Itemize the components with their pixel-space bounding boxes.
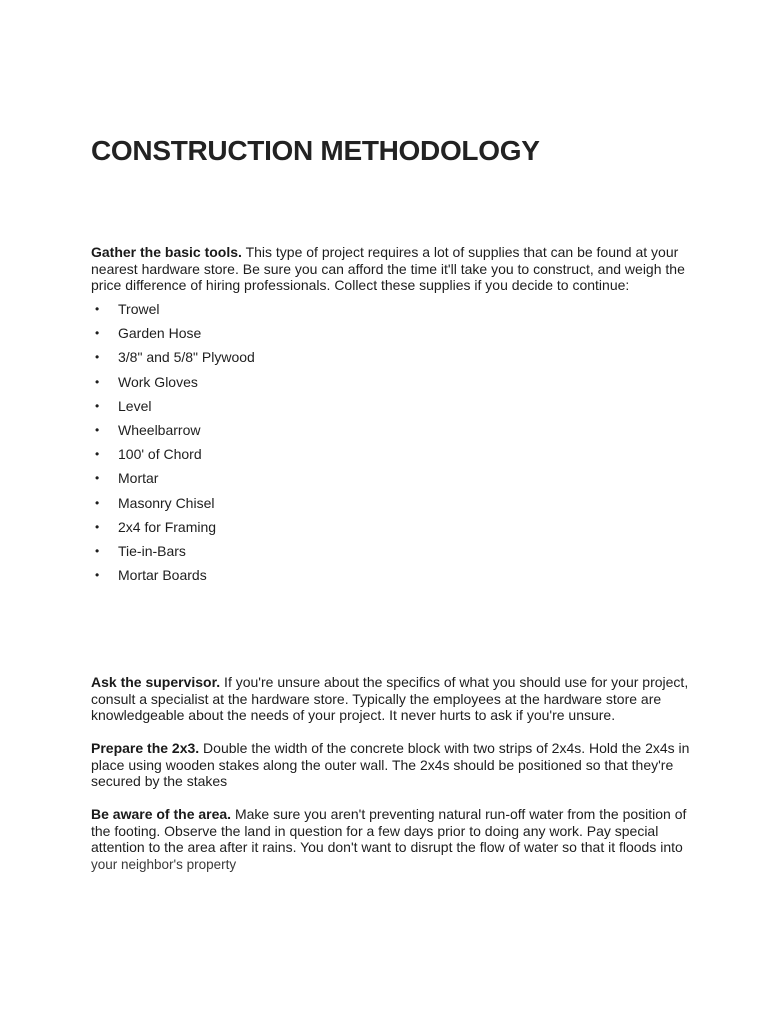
list-item bbox=[91, 323, 255, 347]
list-item bbox=[91, 299, 255, 323]
paragraph-be-aware bbox=[91, 806, 691, 873]
bullet-icon: • bbox=[95, 543, 100, 558]
list-item bbox=[91, 517, 255, 541]
list-item-label: Tie-in-Bars bbox=[118, 542, 186, 559]
list-item bbox=[91, 372, 255, 396]
list-item bbox=[91, 444, 255, 468]
page-title: CONSTRUCTION METHODOLOGY bbox=[91, 135, 540, 166]
list-item bbox=[91, 493, 255, 517]
list-item bbox=[91, 541, 255, 565]
list-item-label: Trowel bbox=[118, 301, 160, 317]
list-item-label: Masonry Chisel bbox=[118, 494, 215, 511]
tools-list bbox=[91, 299, 255, 589]
paragraph-text: This type of project requires a lot of supplies that can be found at your nearest hardware store. Be sure you can afford the time it'll take you to construct, and weigh the price difference of hiring professionals. Collect these supplies if you decide to continue: bbox=[91, 244, 685, 293]
paragraph-heading: Prepare the 2x3. bbox=[91, 740, 200, 756]
paragraph-text: Double the width of the concrete block with two strips of 2x4s. Hold the 2x4s in place using wooden stakes along the outer wall. The 2x4s should be positioned so that they're secured by the stakes bbox=[91, 740, 690, 789]
list-item-label: 2x4 for Framing bbox=[118, 518, 217, 535]
list-item-label: Garden Hose bbox=[118, 325, 202, 342]
bullet-icon: • bbox=[95, 568, 100, 583]
bullet-icon: • bbox=[95, 471, 100, 486]
paragraph-heading: Ask the supervisor. bbox=[91, 674, 221, 690]
bullet-icon: • bbox=[95, 519, 100, 534]
bullet-icon: • bbox=[95, 302, 100, 316]
bullet-icon: • bbox=[95, 374, 100, 389]
paragraph-last-line: your neighbor's property bbox=[91, 856, 237, 872]
list-item-label: 100' of Chord bbox=[118, 446, 202, 463]
paragraph-prepare-2x3 bbox=[91, 740, 691, 790]
paragraph-heading: Be aware of the area. bbox=[91, 806, 232, 822]
bullet-icon: • bbox=[95, 447, 100, 462]
list-item-label: Mortar Boards bbox=[118, 567, 207, 584]
paragraph-text: Make sure you aren't preventing natural run-off water from the position of the footing. Observe the land in question for a few days prior to doing any work. Pay special attention to the area after it rains. You don't want to disrupt the flow of water so that it floods into bbox=[91, 806, 687, 855]
bullet-icon: • bbox=[95, 398, 100, 413]
bullet-icon: • bbox=[95, 326, 100, 341]
list-item bbox=[91, 468, 255, 492]
bullet-icon: • bbox=[95, 422, 100, 437]
list-item-label: Mortar bbox=[118, 470, 159, 487]
paragraph-gather-tools bbox=[91, 244, 691, 294]
list-item-label: Wheelbarrow bbox=[118, 421, 201, 438]
list-item-label: Work Gloves bbox=[118, 373, 198, 390]
paragraph-text: If you're unsure about the specifics of what you should use for your project, consult a specialist at the hardware store. Typically the employees at the hardware store are knowledgeable about the needs of your project. It never hurts to ask if you're unsure. bbox=[91, 674, 689, 723]
list-item bbox=[91, 565, 255, 589]
bullet-icon: • bbox=[95, 350, 100, 365]
list-item bbox=[91, 396, 255, 420]
list-item-label: Level bbox=[118, 397, 152, 414]
list-item bbox=[91, 347, 255, 371]
list-item bbox=[91, 420, 255, 444]
paragraph-ask-supervisor bbox=[91, 674, 691, 724]
paragraph-heading: Gather the basic tools. bbox=[91, 244, 242, 260]
list-item-label: 3/8" and 5/8" Plywood bbox=[118, 349, 255, 366]
bullet-icon: • bbox=[95, 495, 100, 510]
